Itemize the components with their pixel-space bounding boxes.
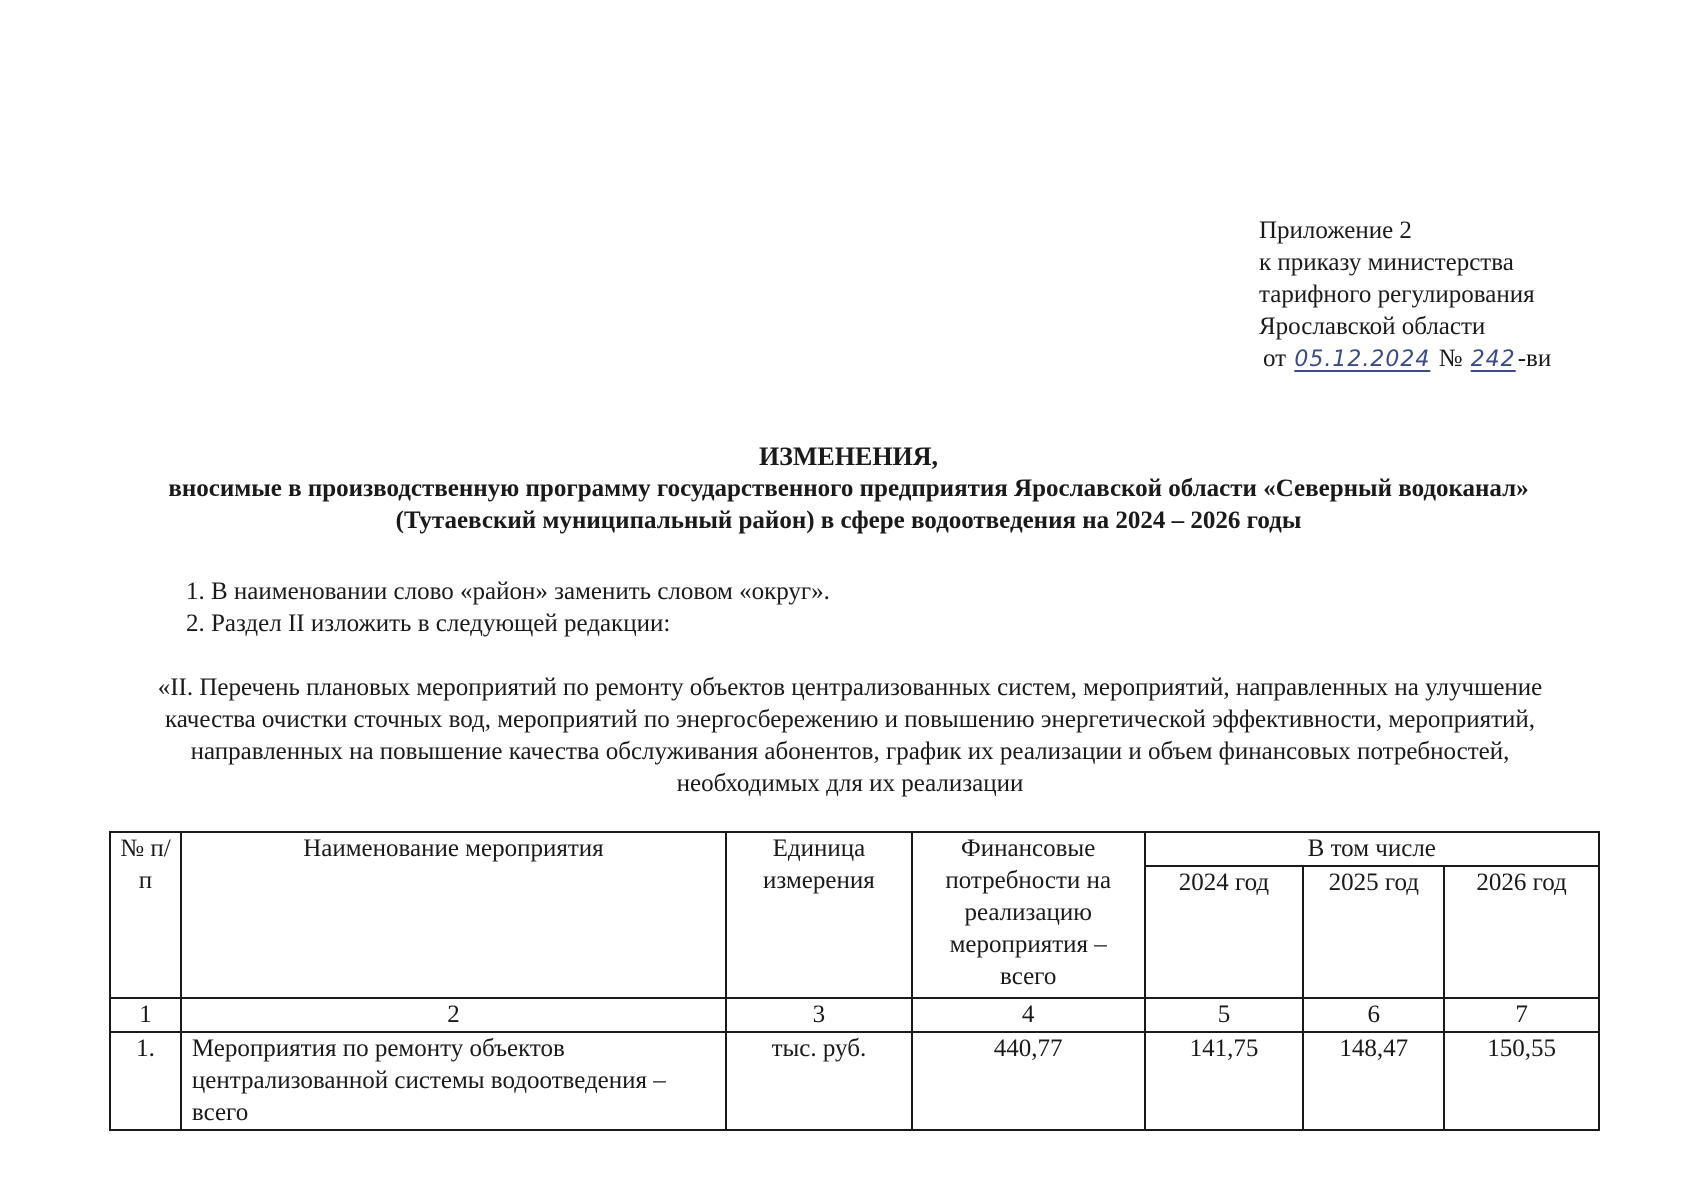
- column-number: 1: [110, 998, 181, 1032]
- document-title-block: [0, 441, 1697, 537]
- appendix-block: [1259, 215, 1551, 376]
- appendix-line-1: Приложение 2: [1259, 217, 1412, 244]
- amendment-item-1: 1. В наименовании слово «район» заменить словом «округ».: [186, 578, 830, 605]
- column-number: 4: [912, 998, 1145, 1032]
- column-number: 3: [726, 998, 912, 1032]
- section-heading: «II. Перечень плановых мероприятий по ремонту объектов централизованных систем, мероприятий, направленных на улучшение качества очистки сточных вод, мероприятий по энергосбережению и повышению энергетической эффективности, мероприятий, направленных на повышение качества обслуживания абонентов, график их реализации и объем финансовых потребностей, необходимых для их реализации: [157, 674, 1543, 797]
- number-sign: №: [1438, 345, 1463, 372]
- document-title: ИЗМЕНЕНИЯ,: [758, 442, 939, 471]
- header-unit: Единица измерения: [726, 832, 912, 998]
- row-2024: 141,75: [1145, 1032, 1304, 1130]
- column-number: 7: [1444, 998, 1599, 1032]
- header-num: № п/п: [110, 832, 181, 998]
- row-2026: 150,55: [1444, 1032, 1599, 1130]
- row-num: 1.: [110, 1032, 181, 1130]
- measures-table: [109, 831, 1600, 1131]
- row-unit: тыс. руб.: [726, 1032, 912, 1130]
- amendment-items: [186, 576, 830, 640]
- column-number: 2: [181, 998, 726, 1032]
- column-number: 6: [1303, 998, 1444, 1032]
- table-row: [110, 1032, 1599, 1130]
- header-finance: Финансовые потребности на реализацию мероприятия – всего: [912, 832, 1145, 998]
- appendix-line-3: тарифного регулирования: [1259, 281, 1535, 308]
- amendment-item-2: 2. Раздел II изложить в следующей редакции:: [186, 610, 671, 637]
- appendix-line-4: Ярославской области: [1259, 313, 1486, 340]
- header-including: В том числе: [1145, 832, 1599, 866]
- number-suffix: -ви: [1517, 345, 1552, 372]
- header-2026: 2026 год: [1444, 866, 1599, 998]
- header-2024: 2024 год: [1145, 866, 1304, 998]
- column-number: 5: [1145, 998, 1304, 1032]
- header-2025: 2025 год: [1303, 866, 1444, 998]
- appendix-line-2: к приказу министерства: [1259, 249, 1514, 276]
- handwritten-date: 05.12.2024: [1294, 347, 1431, 372]
- row-total: 440,77: [912, 1032, 1145, 1130]
- row-name: Мероприятия по ремонту объектов централизованной системы водоотведения – всего: [181, 1032, 726, 1130]
- document-subtitle: вносимые в производственную программу государственного предприятия Ярославской области «Северный водоканал» (Тутаевский муниципальный район) в сфере водоотведения на 2024 – 2026 годы: [168, 475, 1529, 534]
- column-number-row: [110, 998, 1599, 1032]
- date-prefix: от: [1263, 345, 1287, 372]
- row-2025: 148,47: [1303, 1032, 1444, 1130]
- header-name: Наименование мероприятия: [181, 832, 726, 998]
- handwritten-number: 242: [1470, 347, 1516, 372]
- appendix-date-line: [1259, 343, 1551, 376]
